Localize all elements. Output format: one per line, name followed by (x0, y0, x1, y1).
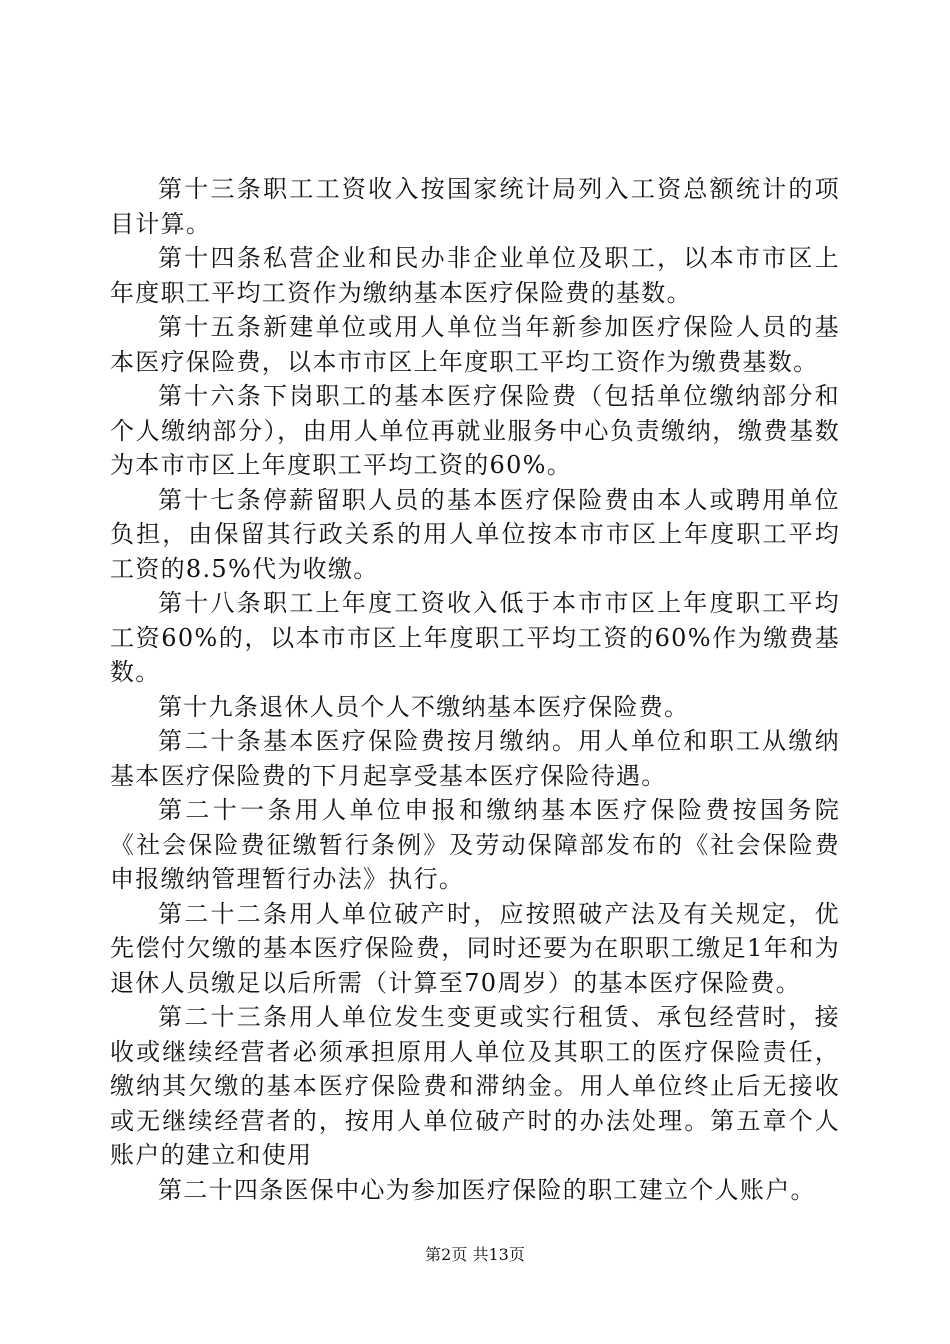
page-footer (0, 1245, 950, 1265)
page-number: 第2页 (425, 1245, 468, 1264)
article-13-paragraph: 第十三条职工工资收入按国家统计局列入工资总额统计的项目计算。 (110, 175, 840, 238)
article-19-paragraph: 第十九条退休人员个人不缴纳基本医疗保险费。 (158, 692, 690, 721)
page-total: 共13页 (472, 1245, 525, 1264)
article-18-paragraph: 第十八条职工上年度工资收入低于本市市区上年度职工平均工资60%的，以本市市区上年度职工平均工资的60%作为缴费基数。 (110, 589, 840, 686)
article-14-paragraph: 第十四条私营企业和民办非企业单位及职工，以本市市区上年度职工平均工资作为缴纳基本医疗保险费的基数。 (110, 244, 840, 307)
document-body (110, 172, 840, 1207)
article-21-paragraph: 第二十一条用人单位申报和缴纳基本医疗保险费按国务院《社会保险费征缴暂行条例》及劳动保障部发布的《社会保险费申报缴纳管理暂行办法》执行。 (110, 796, 840, 893)
article-24-paragraph: 第二十四条医保中心为参加医疗保险的职工建立个人账户。 (158, 1175, 816, 1204)
article-16-paragraph: 第十六条下岗职工的基本医疗保险费（包括单位缴纳部分和个人缴纳部分），由用人单位再就业服务中心负责缴纳，缴费基数为本市市区上年度职工平均工资的60%。 (110, 382, 840, 479)
article-22-paragraph: 第二十二条用人单位破产时，应按照破产法及有关规定，优先偿付欠缴的基本医疗保险费，同时还要为在职职工缴足1年和为退休人员缴足以后所需（计算至70周岁）的基本医疗保险费。 (110, 899, 840, 997)
article-17-paragraph: 第十七条停薪留职人员的基本医疗保险费由本人或聘用单位负担，由保留其行政关系的用人单位按本市市区上年度职工平均工资的8.5%代为收缴。 (110, 485, 840, 583)
article-15-paragraph: 第十五条新建单位或用人单位当年新参加医疗保险人员的基本医疗保险费，以本市市区上年度职工平均工资作为缴费基数。 (110, 313, 840, 376)
article-20-paragraph: 第二十条基本医疗保险费按月缴纳。用人单位和职工从缴纳基本医疗保险费的下月起享受基本医疗保险待遇。 (110, 727, 840, 790)
article-23-paragraph: 第二十三条用人单位发生变更或实行租赁、承包经营时，接收或继续经营者必须承担原用人单位及其职工的医疗保险责任，缴纳其欠缴的基本医疗保险费和滞纳金。用人单位终止后无接收或无继续经营者的，按用人单位破产时的办法处理。第五章个人账户的建立和使用 (110, 1003, 840, 1169)
